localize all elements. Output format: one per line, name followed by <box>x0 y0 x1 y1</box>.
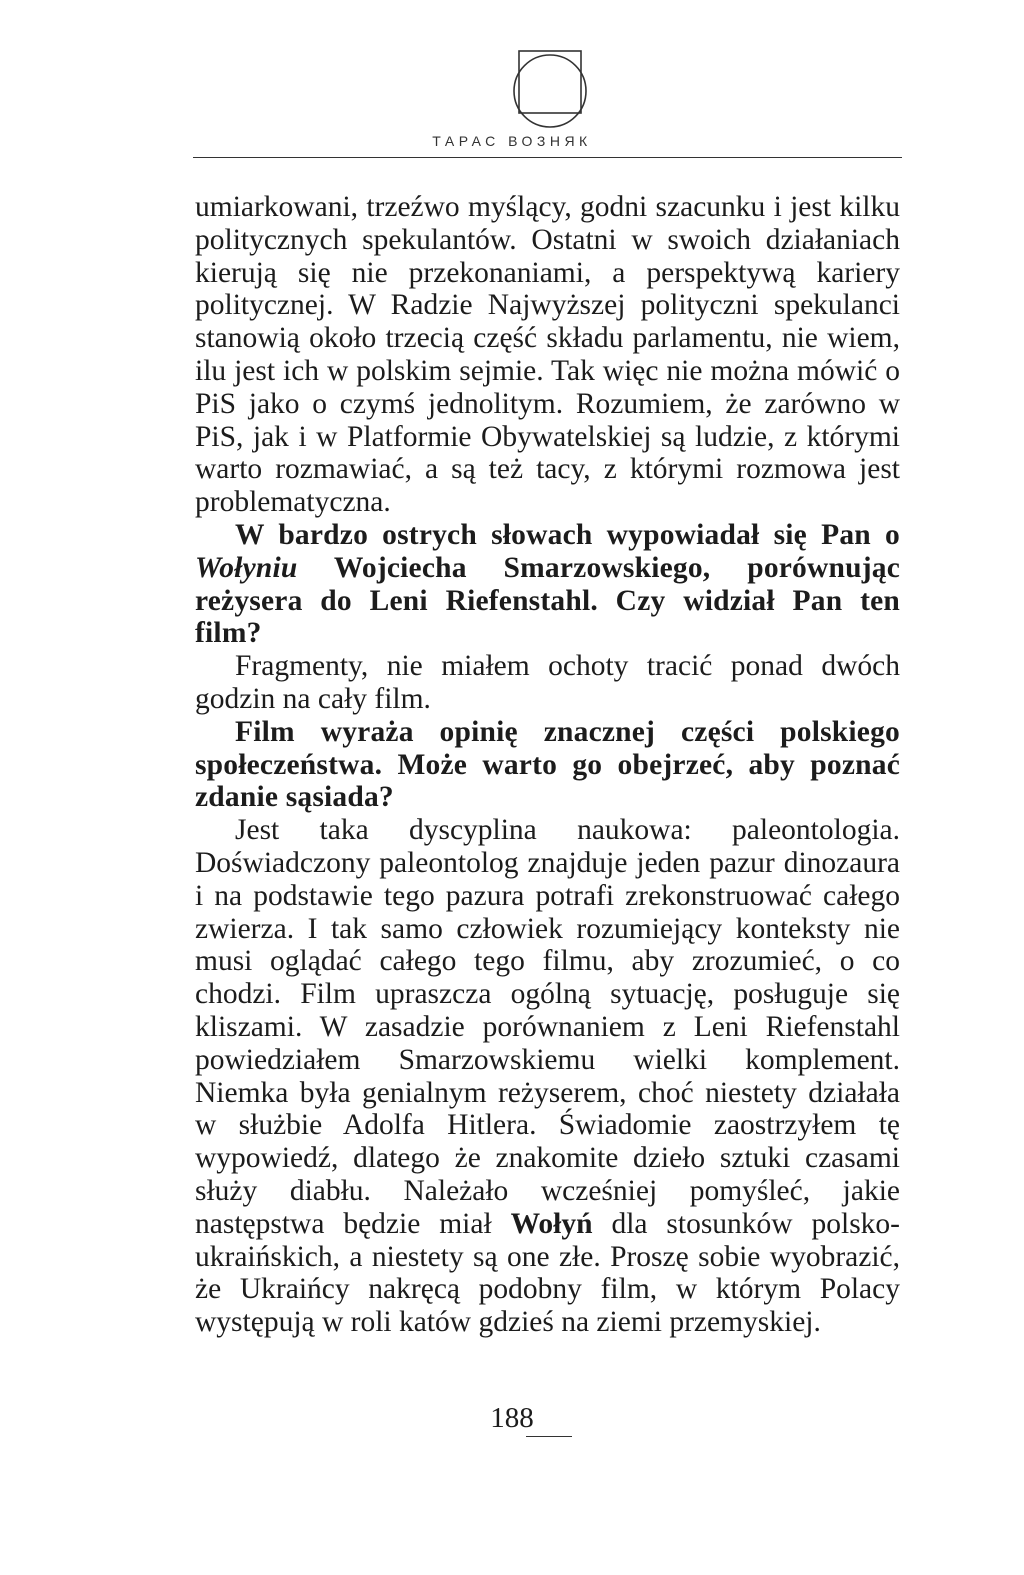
answer-text: Jest taka dyscyplina naukowa: paleontologia. Doświadczony paleontolog znajduje jeden pazur dinozaura i na podstawie tego pazura potrafi zrekonstruować całego zwierza. I tak samo człowiek rozumiejący konteksty nie musi oglądać całego tego filmu, aby zrozumieć, o co chodzi. Film upraszcza ogólną sytuację, posługuje się kliszami. W zasadzie porównaniem z Leni Riefenstahl powiedziałem Smarzowskiemu wielki komplement. Niemka była genialnym reżyserem, choć niestety działała w służbie Adolfa Hitlera. Świadomie zaostrzyłem tę wypowiedź, dlatego że znakomite dzieło sztuki czasami służy diabłu. Należało wcześniej pomyśleć, jakie następstwa będzie miał <box>195 814 900 1240</box>
film-title: Wołyń <box>510 1207 593 1240</box>
running-head-author: ТАРАС ВОЗНЯК <box>432 133 592 149</box>
circle-square-emblem-icon <box>510 48 590 132</box>
question-text: W bardzo ostrych słowach wypowiadał się Pan o <box>235 518 900 551</box>
question-paragraph-2: Film wyraża opinię znacznej części polskiego społeczeństwa. Może warto go obejrzeć, aby poznać zdanie sąsiada? <box>195 715 900 814</box>
page-body <box>195 191 900 1339</box>
answer-paragraph-1: Fragmenty, nie miałem ochoty tracić ponad dwóch godzin na cały film. <box>195 650 900 715</box>
answer-paragraph-2 <box>195 814 900 1339</box>
header-rule <box>193 157 902 158</box>
answer-paragraph-continued: umiarkowani, trzeźwo myślący, godni szacunku i jest kilku politycznych spekulantów. Ostatni w swoich działaniach kierują się nie przekonaniami, a perspektywą kariery politycznej. W Radzie Najwyższej polityczni spekulanci stanowią około trzecią część składu parlamentu, nie wiem, ilu jest ich w polskim sejmie. Tak więc nie można mówić o PiS jako o czymś jednolitym. Rozumiem, że zarówno w PiS, jak i w Platformie Obywatelskiej są ludzie, z którymi warto rozmawiać, a są też tacy, z którymi rozmowa jest problematyczna. <box>195 191 900 519</box>
page-number: 188 <box>490 1402 534 1434</box>
answer-text: dla stosunków polsko-ukraińskich, a niestety są one złe. Proszę sobie wyobrazić, że Ukraińcy nakręcą podobny film, w którym Polacy występują w roli katów gdzieś na ziemi przemyskiej. <box>195 1207 901 1339</box>
question-text: Wojciecha Smarzowskiego, porównując reżysera do Leni Riefenstahl. Czy widział Pan ten film? <box>195 551 900 650</box>
page-number-underline <box>526 1436 572 1437</box>
film-title: Wołyniu <box>195 551 298 584</box>
question-paragraph-1 <box>195 519 900 650</box>
